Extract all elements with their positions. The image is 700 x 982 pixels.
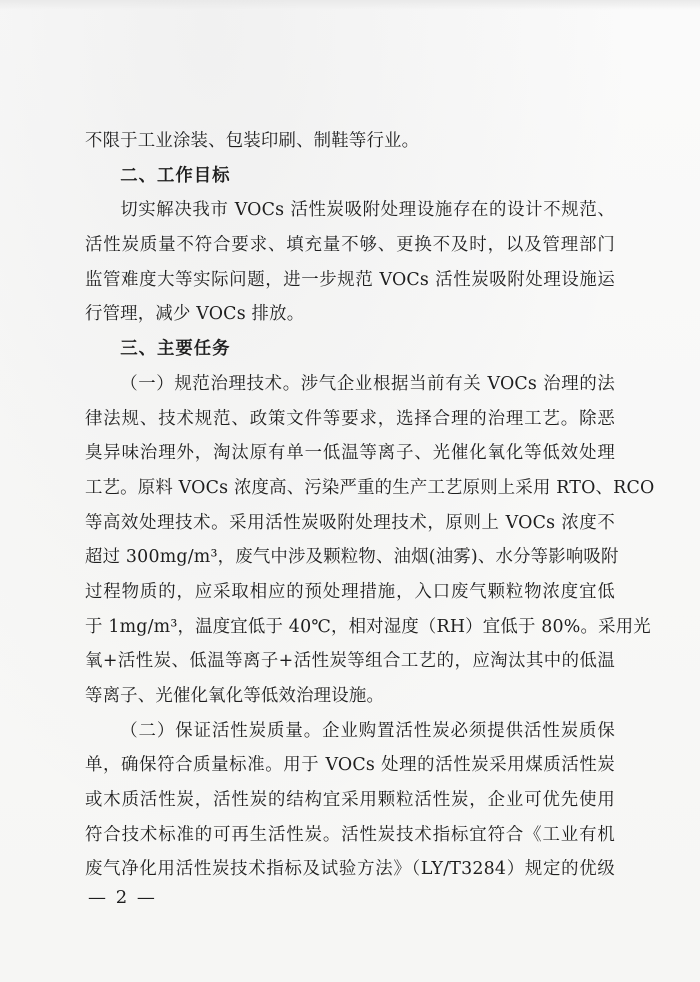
text-line: 不限于工业涂装、包装印刷、制鞋等行业。 [85, 131, 420, 151]
scan-edge [0, 0, 700, 10]
text-line: 臭异味治理外，淘汰原有单一低温等离子、光催化氧化等低效处理 [85, 443, 615, 464]
text-line: 或木质活性炭，活性炭的结构宜采用颗粒活性炭，企业可优先使用 [85, 790, 615, 811]
text-line: 监管难度大等实际问题，进一步规范 VOCs 活性炭吸附处理设施运 [85, 269, 615, 290]
text-line: 活性炭质量不符合要求、填充量不够、更换不及时，以及管理部门 [85, 235, 615, 256]
text-line: 行管理，减少 VOCs 排放。 [85, 304, 305, 325]
text-line: 切实解决我市 VOCs 活性炭吸附处理设施存在的设计不规范、 [120, 200, 615, 221]
text-line: 律法规、技术规范、政策文件等要求，选择合理的治理工艺。除恶 [85, 408, 615, 429]
text-line: （一）规范治理技术。涉气企业根据当前有关 VOCs 治理的法 [120, 373, 615, 394]
text-line: 等高效处理技术。采用活性炭吸附处理技术，原则上 VOCs 浓度不 [85, 512, 615, 533]
section-heading: 二、工作目标 [120, 165, 231, 186]
text-line: 过程物质的，应采取相应的预处理措施，入口废气颗粒物浓度宜低 [85, 581, 615, 602]
text-line: 工艺。原料 VOCs 浓度高、污染严重的生产工艺原则上采用 RTO、RCO [85, 477, 655, 498]
text-line: （二）保证活性炭质量。企业购置活性炭必须提供活性炭质保 [120, 720, 615, 741]
text-line: 单，确保符合质量标准。用于 VOCs 处理的活性炭采用煤质活性炭 [85, 755, 615, 776]
text-line: 等离子、光催化氧化等低效治理设施。 [85, 686, 385, 706]
text-line: 废气净化用活性炭技术指标及试验方法》（LY/T3284）规定的优级 [85, 859, 615, 880]
section-heading: 三、主要任务 [120, 339, 231, 360]
text-line: 超过 300mg/m³，废气中涉及颗粒物、油烟(油雾)、水分等影响吸附 [85, 547, 619, 568]
text-line: 于 1mg/m³，温度宜低于 40℃，相对湿度（RH）宜低于 80%。采用光 [85, 616, 651, 637]
body-text [85, 124, 655, 887]
text-line: 符合技术标准的可再生活性炭。活性炭技术指标宜符合《工业有机 [85, 824, 615, 845]
page-number: — 2 — [88, 887, 157, 908]
text-line: 氧+活性炭、低温等离子+活性炭等组合工艺的，应淘汰其中的低温 [85, 651, 615, 672]
